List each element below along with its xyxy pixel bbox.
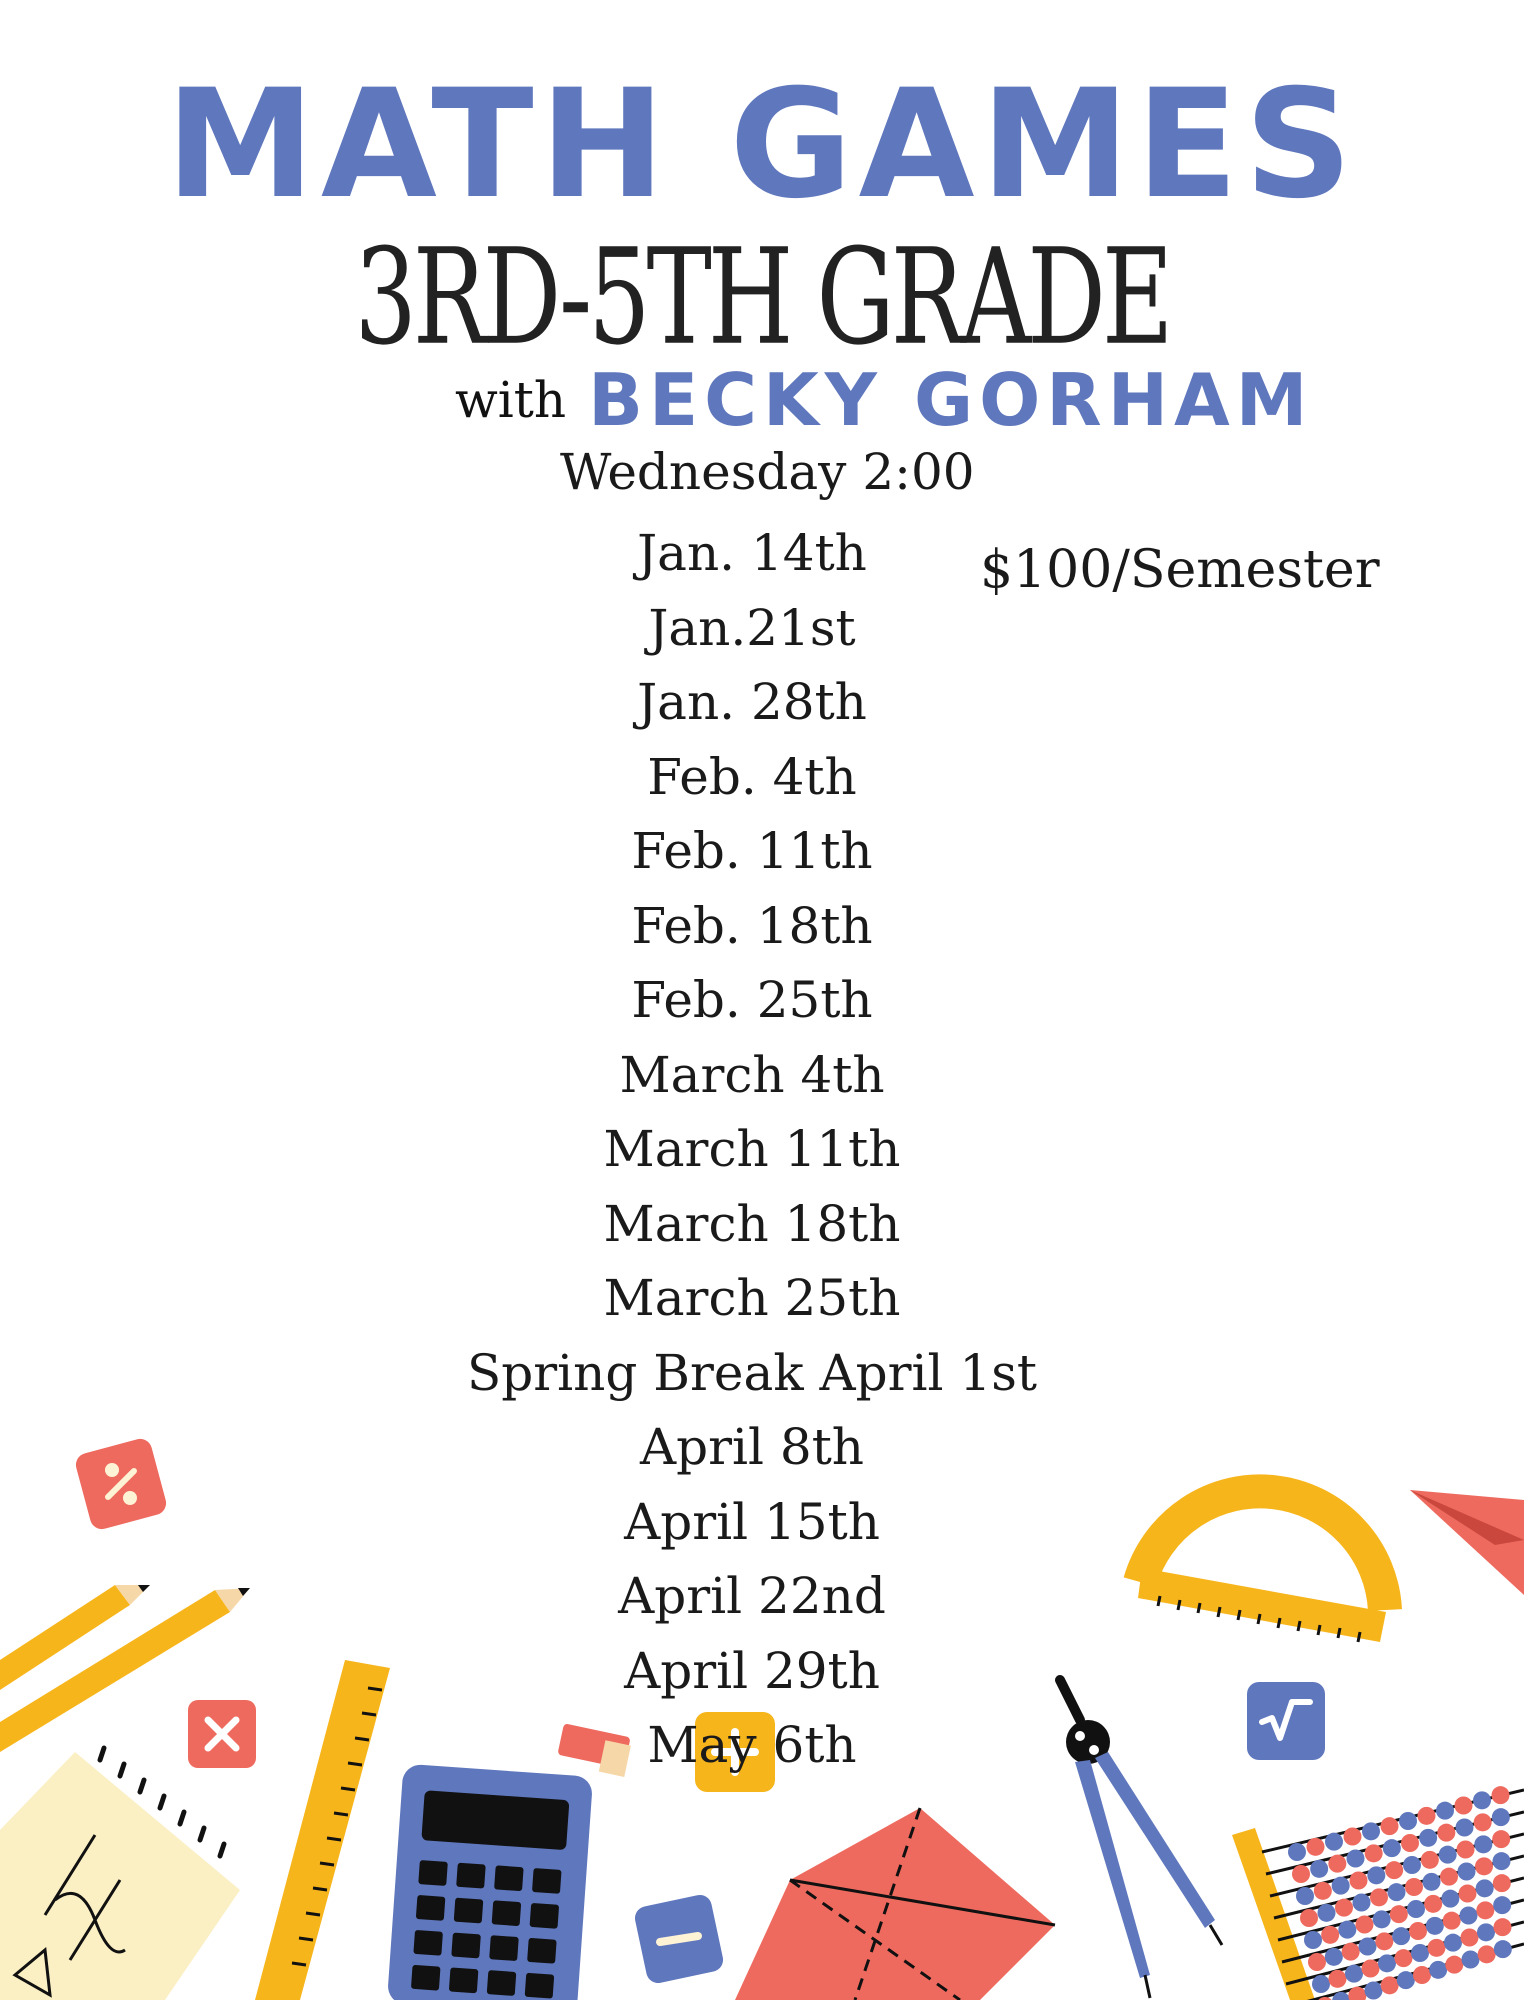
- list-item: April 15th: [624, 1492, 880, 1551]
- list-item: Feb. 4th: [647, 747, 857, 806]
- minus-icon: [633, 1893, 726, 1986]
- list-item: March 18th: [603, 1194, 901, 1253]
- abacus-icon: [1232, 1786, 1524, 2000]
- with-label: with: [455, 371, 567, 429]
- date-list: [0, 516, 1524, 1783]
- list-item: Feb. 18th: [631, 896, 873, 955]
- teacher-line: [455, 358, 1313, 442]
- list-item: April 8th: [640, 1418, 864, 1476]
- list-item: April 29th: [624, 1641, 880, 1700]
- envelope-icon: [735, 1808, 1055, 2000]
- list-item: Feb. 11th: [631, 822, 873, 880]
- calculator-icon: [387, 1764, 593, 2000]
- list-item: Feb. 25th: [631, 971, 873, 1029]
- list-item: April 22nd: [618, 1567, 886, 1625]
- list-item: March 4th: [619, 1045, 885, 1104]
- teacher-name: BECKY GORHAM: [588, 358, 1314, 442]
- list-item: March 11th: [603, 1120, 901, 1178]
- class-time: Wednesday 2:00: [560, 443, 975, 501]
- list-item: Spring Break April 1st: [467, 1343, 1037, 1402]
- event-title: MATH GAMES: [165, 58, 1359, 232]
- list-item: Jan.21st: [648, 598, 856, 657]
- list-item: March 25th: [603, 1269, 901, 1327]
- notepad-icon: [0, 1748, 240, 2000]
- list-item: Jan. 28th: [637, 673, 867, 731]
- list-item: Jan. 14th: [637, 524, 867, 582]
- grade-range: 3RD-5TH GRADE: [354, 221, 1170, 376]
- price-label: $100/Semester: [980, 540, 1380, 600]
- list-item: May 6th: [647, 1716, 857, 1774]
